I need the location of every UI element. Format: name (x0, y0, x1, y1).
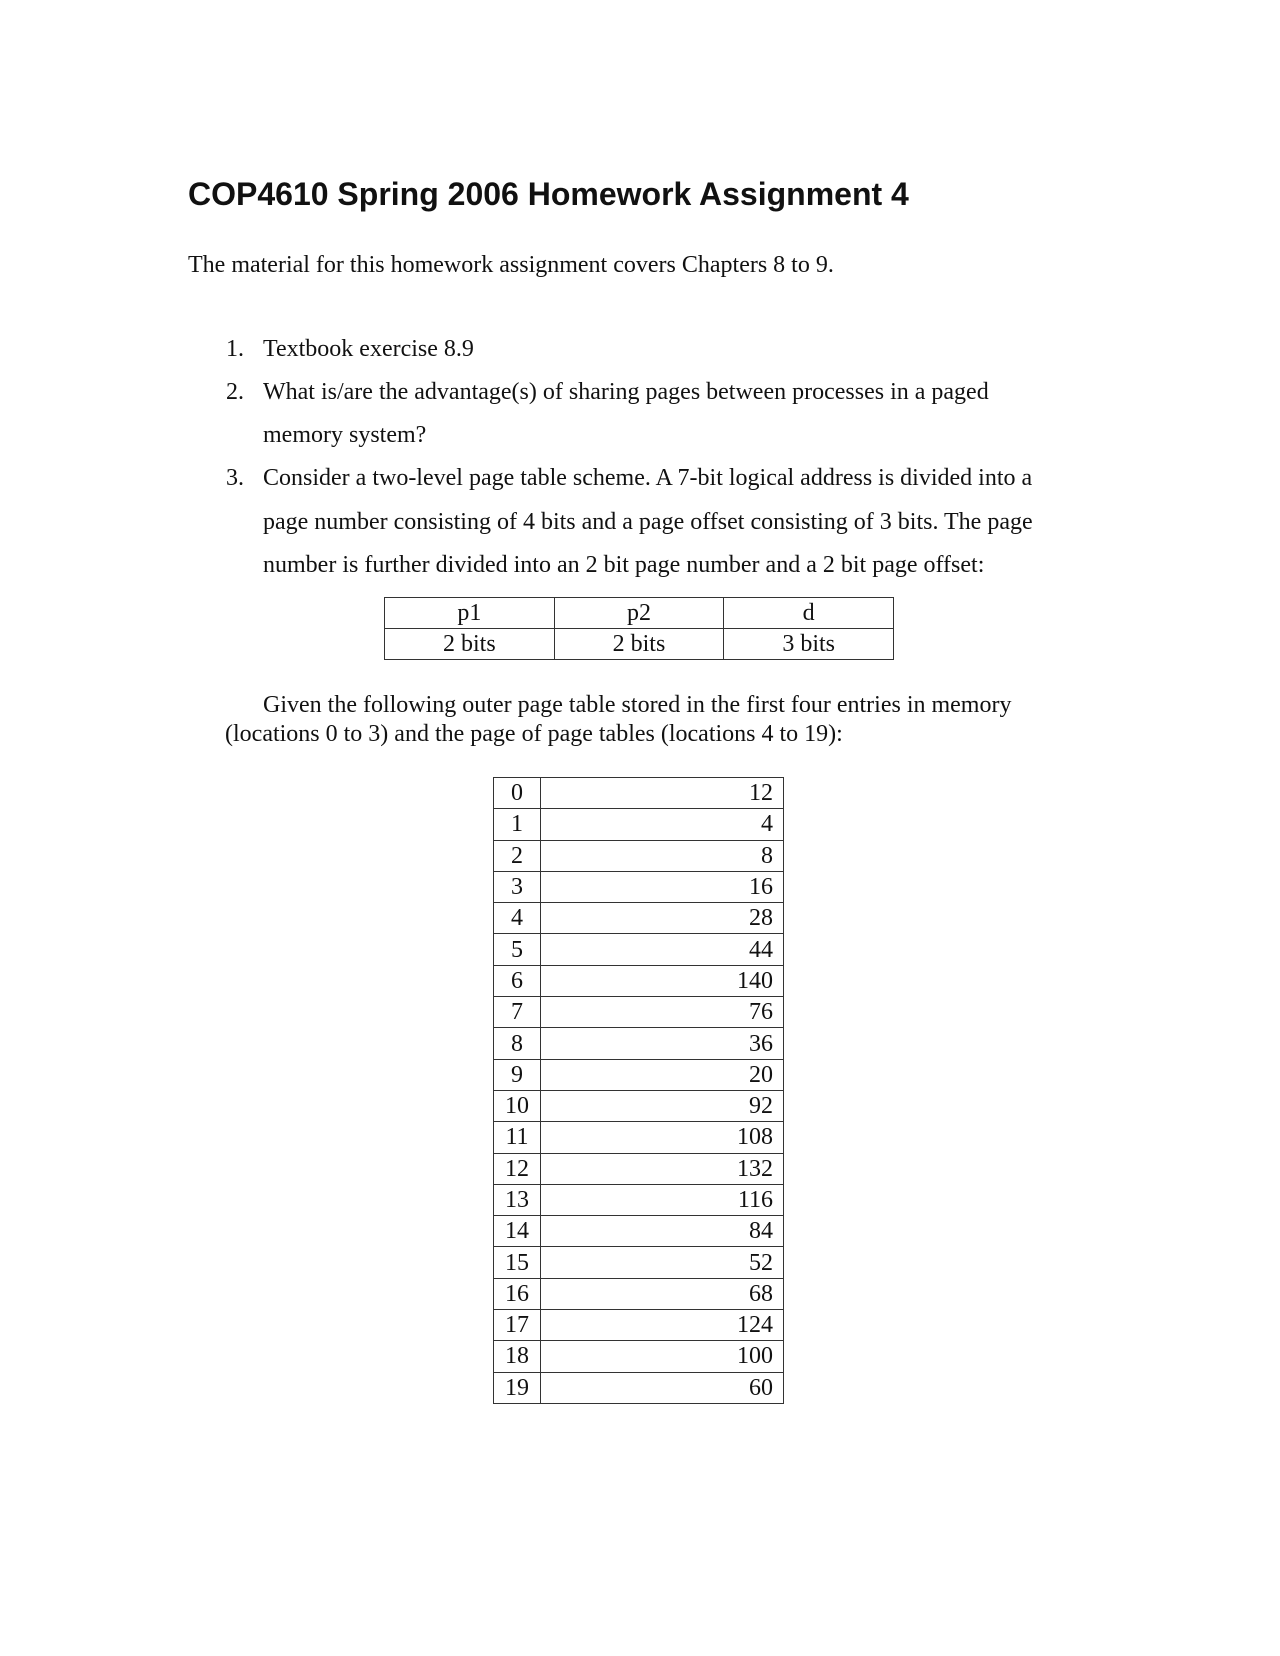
table-cell: 3 bits (724, 629, 894, 660)
memory-location: 1 (494, 809, 541, 840)
intro-text: The material for this homework assignment covers Chapters 8 to 9. (188, 252, 834, 278)
memory-location: 15 (494, 1247, 541, 1278)
question-number: 3. (226, 465, 244, 491)
given-text-line-2: (locations 0 to 3) and the page of page tables (locations 4 to 19): (225, 721, 843, 747)
table-row (494, 1372, 784, 1403)
memory-table (493, 777, 784, 1404)
memory-value: 12 (541, 778, 784, 809)
memory-value: 132 (541, 1153, 784, 1184)
table-cell: p1 (385, 598, 555, 629)
table-row (494, 1153, 784, 1184)
given-text-line-1: Given the following outer page table stored in the first four entries in memory (263, 692, 1012, 718)
question-number: 1. (226, 336, 244, 362)
table-row (494, 871, 784, 902)
memory-location: 11 (494, 1122, 541, 1153)
memory-location: 13 (494, 1184, 541, 1215)
memory-value: 76 (541, 997, 784, 1028)
memory-value: 140 (541, 965, 784, 996)
table-row (494, 1122, 784, 1153)
table-row (494, 809, 784, 840)
table-row (494, 778, 784, 809)
table-row (494, 997, 784, 1028)
memory-location: 0 (494, 778, 541, 809)
memory-location: 4 (494, 903, 541, 934)
memory-value: 36 (541, 1028, 784, 1059)
table-row (494, 1216, 784, 1247)
memory-location: 17 (494, 1310, 541, 1341)
question-text-line: Textbook exercise 8.9 (263, 336, 474, 362)
memory-location: 6 (494, 965, 541, 996)
memory-value: 52 (541, 1247, 784, 1278)
question-text-line: number is further divided into an 2 bit page number and a 2 bit page offset: (263, 552, 985, 578)
table-row (494, 1184, 784, 1215)
memory-location: 12 (494, 1153, 541, 1184)
question-text-line: memory system? (263, 422, 427, 448)
memory-value: 68 (541, 1278, 784, 1309)
table-cell: 2 bits (554, 629, 724, 660)
memory-value: 20 (541, 1059, 784, 1090)
table-cell: d (724, 598, 894, 629)
memory-value: 100 (541, 1341, 784, 1372)
table-row (385, 598, 894, 629)
memory-value: 28 (541, 903, 784, 934)
memory-value: 92 (541, 1090, 784, 1121)
memory-location: 7 (494, 997, 541, 1028)
memory-location: 18 (494, 1341, 541, 1372)
table-row (494, 1278, 784, 1309)
memory-location: 3 (494, 871, 541, 902)
memory-location: 10 (494, 1090, 541, 1121)
memory-value: 44 (541, 934, 784, 965)
table-row (494, 840, 784, 871)
table-row (494, 1247, 784, 1278)
table-cell: 2 bits (385, 629, 555, 660)
table-row (385, 629, 894, 660)
memory-value: 16 (541, 871, 784, 902)
memory-location: 16 (494, 1278, 541, 1309)
table-cell: p2 (554, 598, 724, 629)
memory-value: 116 (541, 1184, 784, 1215)
table-row (494, 1310, 784, 1341)
memory-location: 8 (494, 1028, 541, 1059)
memory-location: 2 (494, 840, 541, 871)
table-row (494, 1028, 784, 1059)
question-text-line: What is/are the advantage(s) of sharing pages between processes in a paged (263, 379, 989, 405)
memory-value: 8 (541, 840, 784, 871)
address-format-table (384, 597, 894, 660)
table-row (494, 1090, 784, 1121)
memory-table-body (494, 778, 784, 1404)
table-row (494, 1341, 784, 1372)
question-number: 2. (226, 379, 244, 405)
question-text-line: page number consisting of 4 bits and a page offset consisting of 3 bits. The page (263, 509, 1033, 535)
memory-location: 14 (494, 1216, 541, 1247)
memory-value: 124 (541, 1310, 784, 1341)
table-row (494, 1059, 784, 1090)
question-text-line: Consider a two-level page table scheme. A 7-bit logical address is divided into a (263, 465, 1033, 491)
page-title: COP4610 Spring 2006 Homework Assignment 4 (188, 176, 909, 212)
table-row (494, 965, 784, 996)
memory-value: 60 (541, 1372, 784, 1403)
table-row (494, 903, 784, 934)
memory-value: 4 (541, 809, 784, 840)
memory-location: 19 (494, 1372, 541, 1403)
memory-value: 108 (541, 1122, 784, 1153)
table-row (494, 934, 784, 965)
memory-location: 5 (494, 934, 541, 965)
memory-value: 84 (541, 1216, 784, 1247)
memory-location: 9 (494, 1059, 541, 1090)
